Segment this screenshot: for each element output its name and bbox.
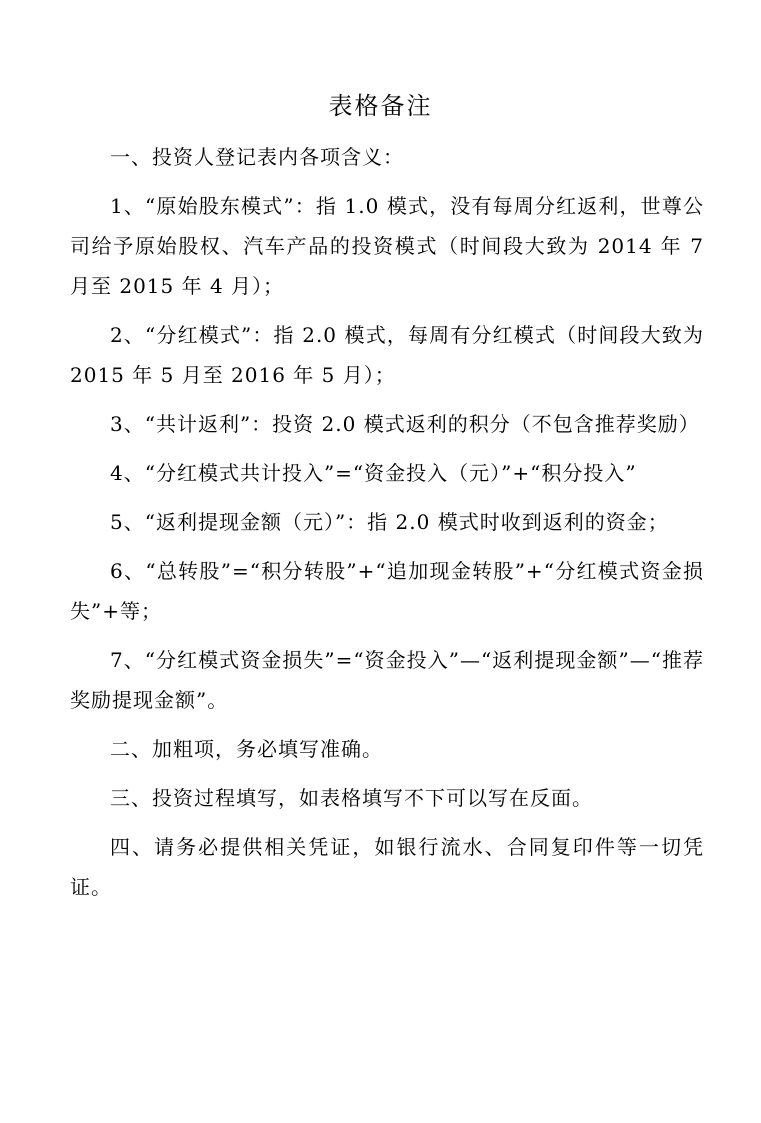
definition-item-4: 4、“分红模式共计投入”=“资金投入（元）”+“积分投入”: [110, 461, 637, 485]
definition-item-2: 2、“分红模式”：指 2.0 模式，每周有分红模式（时间段大致为 2015 年 5 月至 2016 年 5 月）；: [70, 323, 704, 387]
definition-item-6: 6、“总转股”=“积分转股”+“追加现金转股”+“分红模式资金损失”+等；: [70, 559, 704, 623]
definition-item-3: 3、“共计返利”：投资 2.0 模式返利的积分（不包含推荐奖励）: [110, 412, 700, 436]
definition-item-7: 7、“分红模式资金损失”=“资金投入”—“返利提现金额”—“推荐奖励提现金额”。: [70, 648, 704, 712]
section-fill-process-note: 三、投资过程填写，如表格填写不下可以写在反面。: [110, 786, 593, 810]
section-heading-definitions: 一、投资人登记表内各项含义：: [110, 145, 404, 169]
definition-item-1: 1、“原始股东模式”：指 1.0 模式，没有每周分红返利，世尊公司给予原始股权、汽车产品的投资模式（时间段大致为 2014 年 7 月至 2015 年 4 月）；: [70, 194, 704, 298]
section-evidence-note: 四、请务必提供相关凭证，如银行流水、合同复印件等一切凭证。: [70, 835, 704, 899]
page-title: 表格备注: [328, 92, 433, 120]
document-body: [70, 137, 704, 916]
section-bold-items-note: 二、加粗项，务必填写准确。: [110, 737, 383, 761]
definition-item-5: 5、“返利提现金额（元）”：指 2.0 模式时收到返利的资金；: [110, 510, 669, 534]
